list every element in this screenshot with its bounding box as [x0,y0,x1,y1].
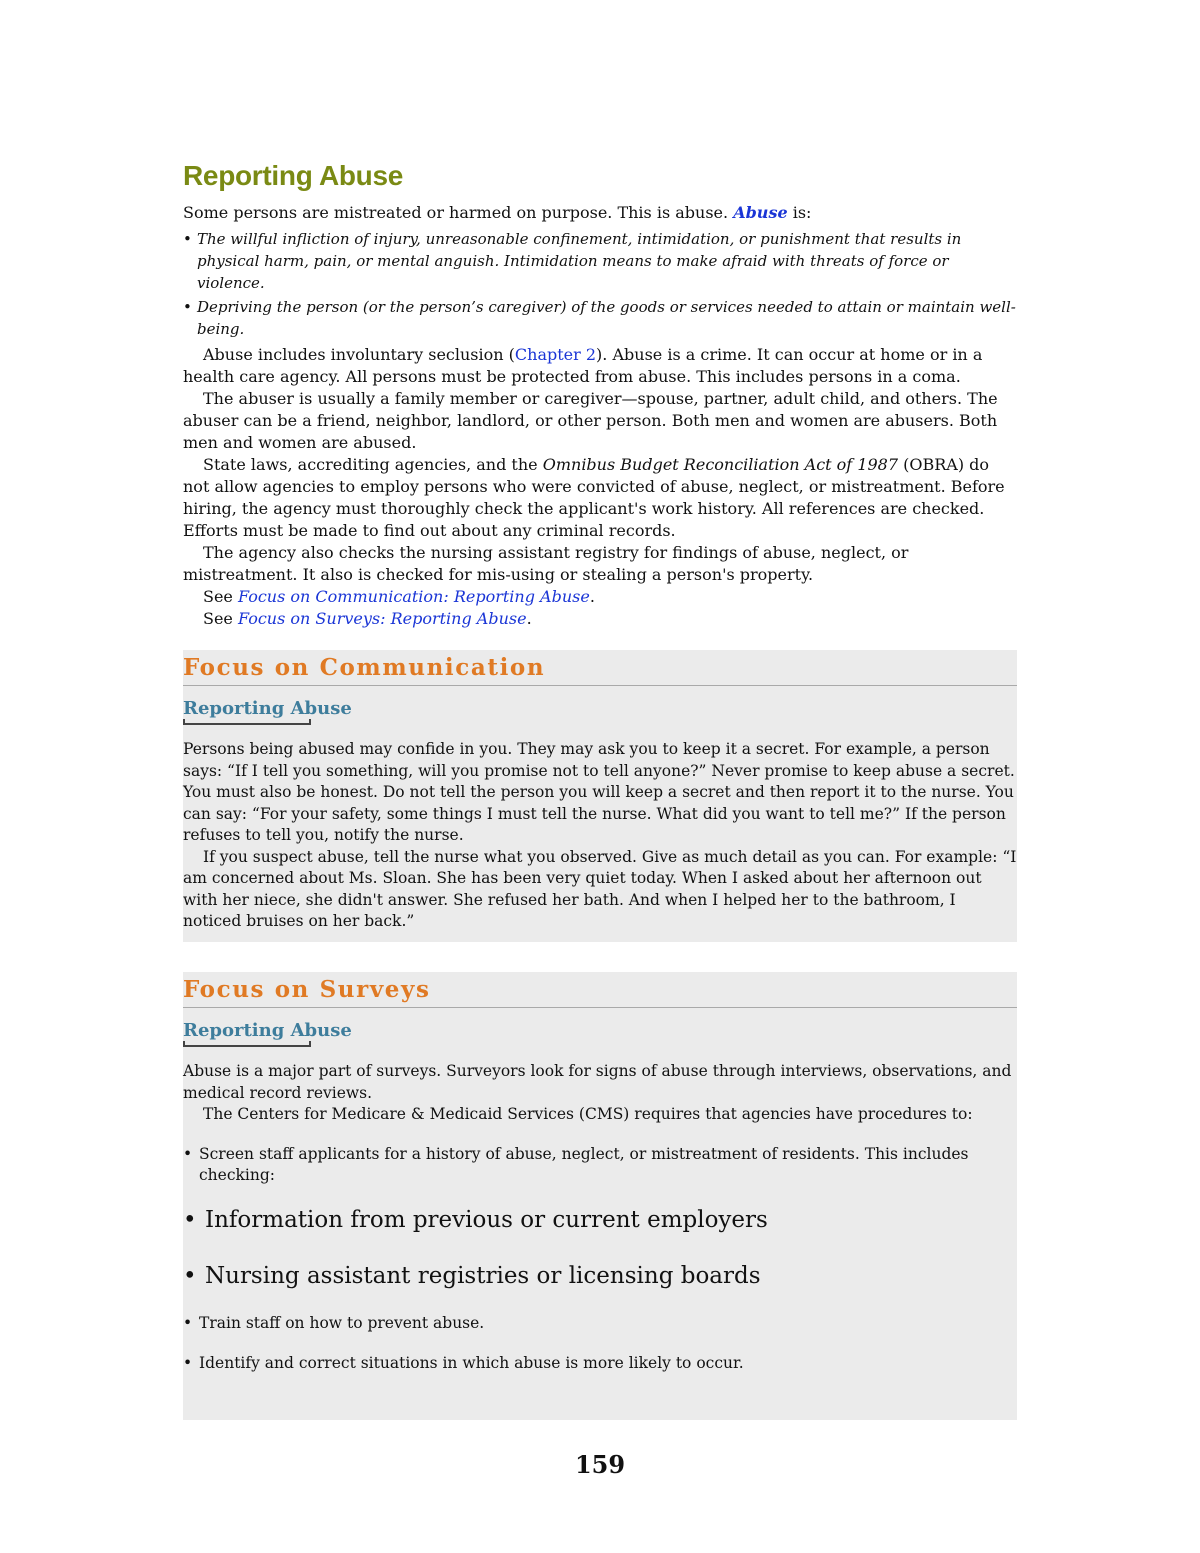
see-prefix: See [203,587,238,606]
subtitle-text: Reporting Abuse [183,698,352,719]
obra-act-name: Omnibus Budget Reconciliation Act of 1987 [542,455,899,474]
focus-surveys-box [183,972,1017,1420]
surveys-paragraph-2: The Centers for Medicare & Medicaid Services (CMS) requires that agencies have procedures to: [203,1105,973,1123]
see-communication [183,586,1017,608]
page-number: 159 [574,1450,626,1479]
focus-surveys-subtitle [183,1020,352,1047]
list-item: • Identify and correct situations in which abuse is more likely to occur. [183,1353,1017,1375]
intro-after: is: [787,203,812,222]
focus-communication-box [183,650,1017,942]
surveys-list-1 [183,1144,1017,1187]
focus-surveys-body [183,1047,1017,1375]
communication-paragraph-1: Persons being abused may confide in you. They may ask you to keep it a secret. For example, a person says: “If I tell you something, will you promise not to tell anyone?” Never promise to keep abuse a secret. You must also be honest. Do not tell the person you will keep a secret and then report it to the nurse. You can say: “For your safety, some things I must tell the nurse. What did you want to tell me?” If the person refuses to tell you, notify the nurse. [183,740,1015,844]
see-suffix: . [526,609,532,628]
surveys-big-list [183,1205,1017,1291]
intro-text: Some persons are mistreated or harmed on purpose. This is abuse. [183,203,734,222]
subtitle-rule [183,723,311,725]
focus-communication-title: Focus on Communication [183,650,1017,686]
surveys-list-2 [183,1313,1017,1375]
focus-communication-subtitle [183,698,352,725]
abuse-link[interactable]: Abuse [733,203,788,222]
list-item: • Screen staff applicants for a history of abuse, neglect, or mistreatment of residents. This includes checking: [183,1144,1017,1187]
communication-paragraph-2: If you suspect abuse, tell the nurse what you observed. Give as much detail as you can. For example: “I am concerned about Ms. Sloan. She has been very quiet today. When I asked about her afternoon out with her niece, she didn't answer. She refused her bath. And when I helped her to the bathroom, I noticed bruises on her back.” [183,847,1017,930]
surveys-paragraph-1: Abuse is a major part of surveys. Surveyors look for signs of abuse through interviews, observations, and medical record reviews. [183,1062,1012,1102]
see-suffix: . [589,587,595,606]
definition-list [183,228,1017,340]
see-prefix: See [203,609,238,628]
page-title: Reporting Abuse [183,160,404,191]
para1-after: ). Abuse is a crime. It can occur at home or in a health care agency. All persons must be protected from abuse. This includes persons in a coma. [183,345,983,386]
list-item: • Depriving the person (or the person’s caregiver) of the goods or services needed to attain or maintain well-being. [183,296,1017,340]
main-content [183,160,1017,630]
para1-before: Abuse includes involuntary seclusion ( [203,345,515,364]
chapter-2-link[interactable]: Chapter 2 [514,345,597,364]
paragraph-obra [183,454,1017,542]
para3-before: State laws, accrediting agencies, and the [203,455,543,474]
list-item: • The willful infliction of injury, unreasonable confinement, intimidation, or punishment that results in physical harm, pain, or mental anguish. Intimidation means to make afraid with threats of force or violence. [183,228,1017,294]
list-item: • Train staff on how to prevent abuse. [183,1313,1017,1335]
list-item: • Information from previous or current employers [183,1205,1017,1235]
subtitle-text: Reporting Abuse [183,1020,352,1041]
paragraph-seclusion [183,344,1017,388]
para3-after: (OBRA) do not allow agencies to employ persons who were convicted of abuse, neglect, or mistreatment. Before hiring, the agency must thoroughly check the applicant's work history. All references are checked. Efforts must be made to find out about any criminal records. [183,455,1005,540]
focus-surveys-title: Focus on Surveys [183,972,1017,1008]
paragraph-abuser: The abuser is usually a family member or caregiver—spouse, partner, adult child, and others. The abuser can be a friend, neighbor, landlord, or other person. Both men and women are abusers. Both men and women are abused. [183,389,998,452]
see-surveys [183,608,1017,630]
list-item: • Nursing assistant registries or licensing boards [183,1261,1017,1291]
focus-surveys-link[interactable]: Focus on Surveys: Reporting Abuse [237,609,527,628]
focus-communication-body [183,725,1017,933]
paragraph-registry: The agency also checks the nursing assistant registry for findings of abuse, neglect, or mistreatment. It also is checked for mis-using or stealing a person's property. [183,543,909,584]
intro-paragraph [183,202,1017,224]
subtitle-rule [183,1045,311,1047]
focus-communication-link[interactable]: Focus on Communication: Reporting Abuse [237,587,590,606]
